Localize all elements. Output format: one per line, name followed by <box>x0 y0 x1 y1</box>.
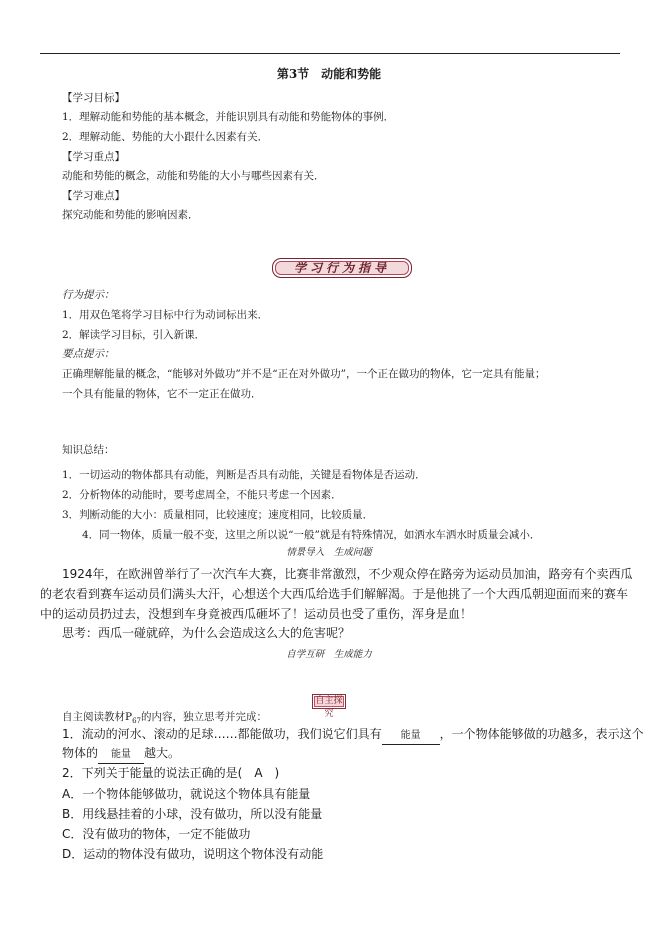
difficulty-header: 【学习难点】 <box>62 190 125 202</box>
difficulty-text: 探究动能和势能的影响因素． <box>62 209 199 221</box>
behavior-label: 行为提示： <box>62 289 115 301</box>
key-text: 动能和势能的概念，动能和势能的大小与哪些因素有关． <box>62 170 325 182</box>
self-study-heading: 自学互研 生成能力 <box>286 649 372 660</box>
answer-choice: A <box>254 766 263 780</box>
summary-item: 1．一切运动的物体都具有动能，判断是否具有动能，关键是看物体是否运动． <box>62 469 426 481</box>
story-line: 的老农看到赛车运动员们满头大汗，心想送个大西瓜给选手们解解渴。于是他挑了一个大西瓜朝迎面而来的赛车 <box>40 587 629 601</box>
self-study-badge: 自主探究 <box>312 694 346 709</box>
story-line: 中的运动员扔过去，没想到车身竟被西瓜砸坏了！运动员也受了重伤，浑身是血！ <box>40 607 473 621</box>
top-rule <box>40 53 620 54</box>
scene-heading: 情景导入 生成问题 <box>286 547 372 558</box>
story-line: 1924年，在欧洲曾举行了一次汽车大赛，比赛非常激烈，不少观众停在路旁为运动员加油，路旁有个卖西瓜 <box>62 567 633 581</box>
tips-line: 一个具有能量的物体，它不一定正在做功． <box>62 388 262 400</box>
self-study-intro: 自主阅读教材$P_{67}$的内容，独立思考并完成： <box>62 711 267 726</box>
option-a: A．一个物体能够做功，就说这个物体具有能量 <box>62 787 311 801</box>
question-2: 2．下列关于能量的说法正确的是( A ) <box>62 766 280 780</box>
goals-header: 【学习目标】 <box>62 92 125 104</box>
summary-item: 4．同一物体，质量一般不变，这里之所以说“一般”就是有特殊情况，如洒水车洒水时质量会减小． <box>82 529 541 541</box>
question-1: 1．流动的河水、滚动的足球……都能做功，我们说它们具有 能量 ，一个物体能够做的功越多，表示这个 <box>62 726 644 745</box>
question-1-cont: 物体的 能量 越大。 <box>62 745 180 764</box>
page-title: 第3节 动能和势能 <box>276 67 382 81</box>
option-b: B．用线悬挂着的小球，没有做功，所以没有能量 <box>62 807 323 821</box>
goal-item: 2．理解动能、势能的大小跟什么因素有关． <box>62 131 269 143</box>
tips-line: 正确理解能量的概念，“能够对外做功”并不是“正在对外做功”，一个正在做功的物体，它一定具有能量； <box>62 368 546 380</box>
summary-label: 知识总结： <box>62 444 115 456</box>
section-banner: 学习行为指导 <box>272 258 412 278</box>
behavior-item: 2．解读学习目标，引入新课． <box>62 329 206 341</box>
goal-item: 1．理解动能和势能的基本概念，并能识别具有动能和势能物体的事例． <box>62 111 395 123</box>
tips-label: 要点提示： <box>62 348 115 360</box>
option-c: C．没有做功的物体，一定不能做功 <box>62 827 251 841</box>
answer-blank: 能量 <box>98 746 144 764</box>
option-d: D．运动的物体没有做功，说明这个物体没有动能 <box>62 847 324 861</box>
summary-item: 3．判断动能的大小：质量相同，比较速度；速度相同，比较质量． <box>62 509 374 521</box>
answer-blank: 能量 <box>382 727 440 745</box>
summary-item: 2．分析物体的动能时，要考虑周全，不能只考虑一个因素． <box>62 489 342 501</box>
key-header: 【学习重点】 <box>62 151 125 163</box>
scene-question: 思考：西瓜一碰就碎，为什么会造成这么大的危害呢？ <box>62 626 351 640</box>
behavior-item: 1．用双色笔将学习目标中行为动词标出来． <box>62 309 269 321</box>
